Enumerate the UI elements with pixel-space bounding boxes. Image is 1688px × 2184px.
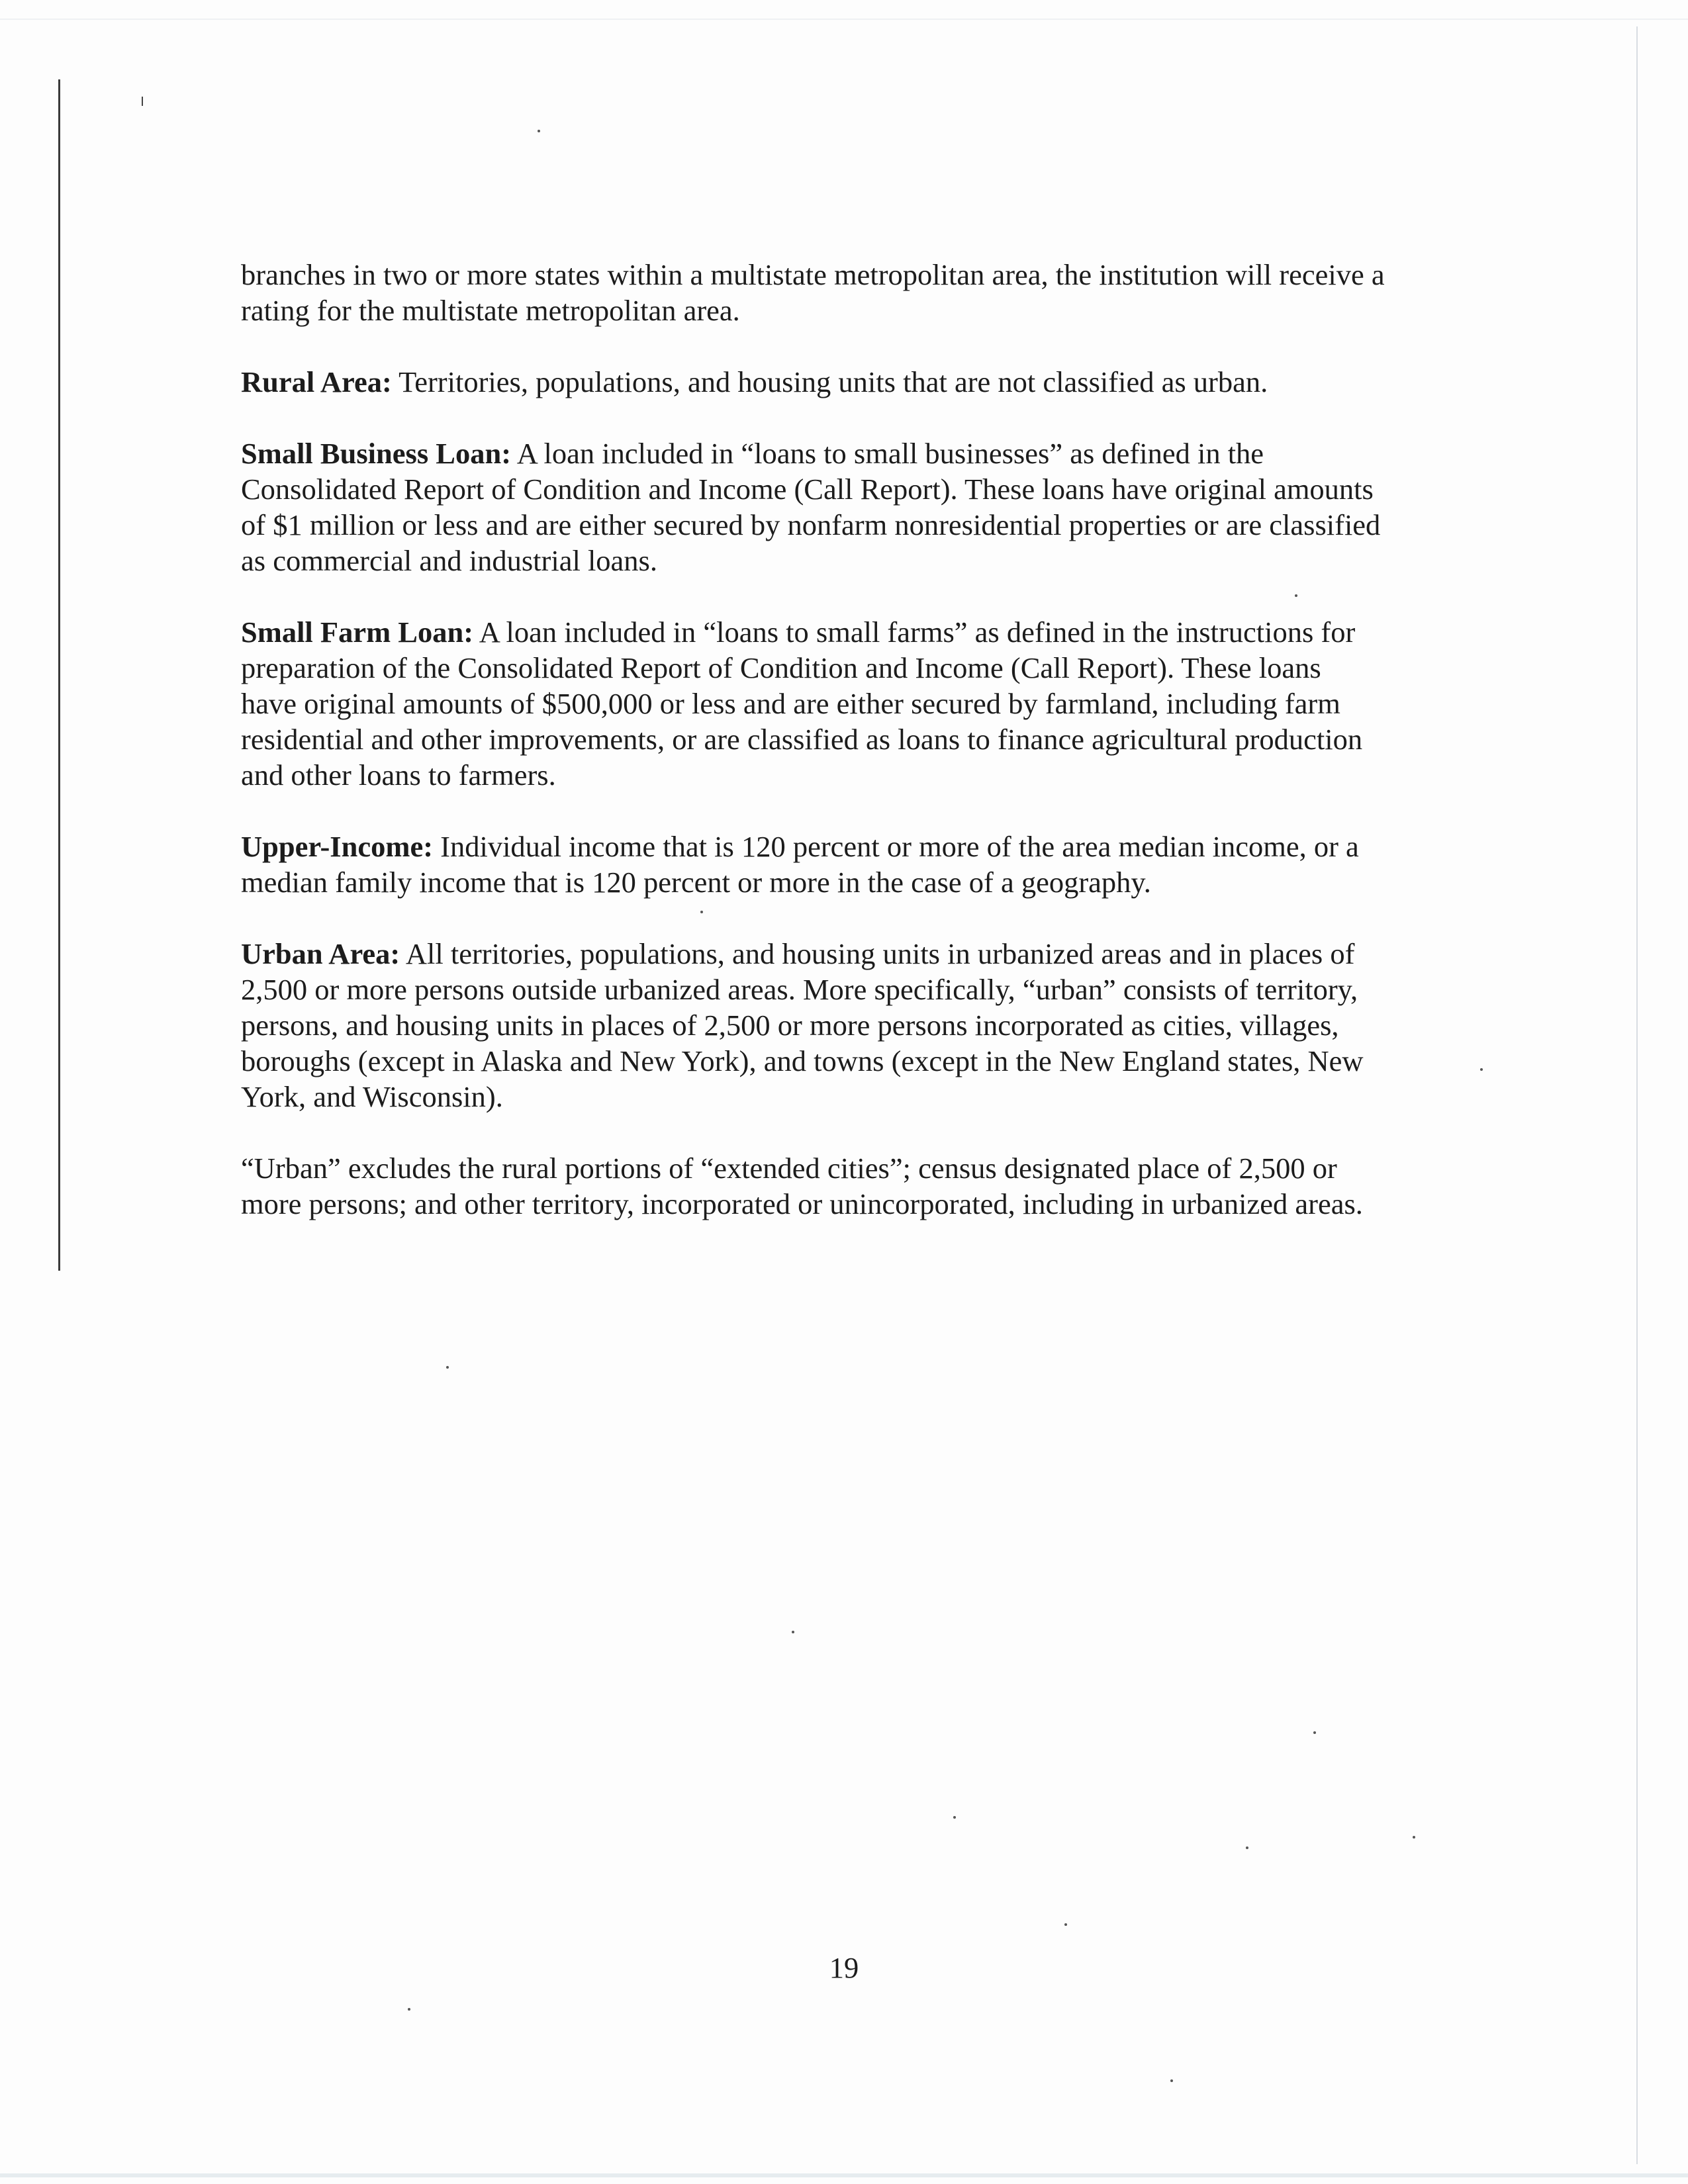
- definition-small-business-loan: [241, 435, 1446, 578]
- urban-exclusion-paragraph: [241, 1150, 1446, 1222]
- scan-speck: [538, 130, 540, 132]
- term-heading: Urban Area:: [241, 937, 400, 970]
- scan-speck: [1480, 1068, 1483, 1071]
- paragraph-text: “Urban” excludes the rural portions of “extended cities”; census designated place of 2,500 or more persons; and other territory, incorporated or unincorporated, including in urbanized areas.: [241, 1152, 1363, 1220]
- definition-upper-income: [241, 829, 1446, 900]
- scan-top-edge: [0, 19, 1688, 20]
- definition-text: A loan included in “loans to small farms” as defined in the instructions for preparation of the Consolidated Report of Condition and Income (Call Report). These loans have original amounts of $500,000 or less and are either secured by farmland, including farm residential and other improvements, or are classified as loans to finance agricultural production and other loans to farmers.: [241, 615, 1363, 792]
- scan-speck: [953, 1816, 956, 1819]
- term-heading: Upper-Income:: [241, 830, 434, 863]
- scan-speck: [1064, 1923, 1067, 1926]
- scan-mark: [142, 97, 143, 106]
- scan-speck: [1170, 2079, 1173, 2082]
- scan-speck: [408, 2008, 410, 2011]
- paragraph-text: branches in two or more states within a multistate metropolitan area, the institution will receive a rating for the multistate metropolitan area.: [241, 258, 1385, 327]
- scan-bottom-edge: [0, 2173, 1688, 2177]
- definition-text: Individual income that is 120 percent or more of the area median income, or a median family income that is 120 percent or more in the case of a geography.: [241, 830, 1359, 899]
- scan-speck: [1246, 1846, 1248, 1849]
- scan-speck: [1313, 1731, 1316, 1734]
- definition-rural-area: [241, 364, 1446, 400]
- definition-text: A loan included in “loans to small businesses” as defined in the Consolidated Report of Condition and Income (Call Report). These loans have original amounts of $1 million or less and are either secured by nonfarm nonresidential properties or are classified as commercial and industrial loans.: [241, 437, 1381, 577]
- definition-small-farm-loan: [241, 614, 1446, 793]
- term-heading: Rural Area:: [241, 365, 392, 398]
- scan-binding-line: [58, 79, 60, 1271]
- scan-speck: [792, 1631, 794, 1633]
- definition-text: Territories, populations, and housing units that are not classified as urban.: [391, 365, 1268, 398]
- definition-urban-area: [241, 936, 1446, 1115]
- term-heading: Small Business Loan:: [241, 437, 512, 470]
- definition-paragraph: [241, 257, 1446, 328]
- scan-speck: [446, 1366, 449, 1369]
- scan-speck: [1413, 1836, 1415, 1839]
- term-heading: Small Farm Loan:: [241, 615, 474, 649]
- document-body: [241, 257, 1446, 1257]
- scan-right-edge: [1636, 26, 1638, 2164]
- definition-text: All territories, populations, and housing units in urbanized areas and in places of 2,500 or more persons outside urbanized areas. More specifically, “urban” consists of territory, persons, and housing units in places of 2,500 or more persons incorporated as cities, villages, boroughs (except in Alaska and New York), and towns (except in the New England states, New York, and Wisconsin).: [241, 937, 1364, 1113]
- page-number: 19: [829, 1951, 859, 1984]
